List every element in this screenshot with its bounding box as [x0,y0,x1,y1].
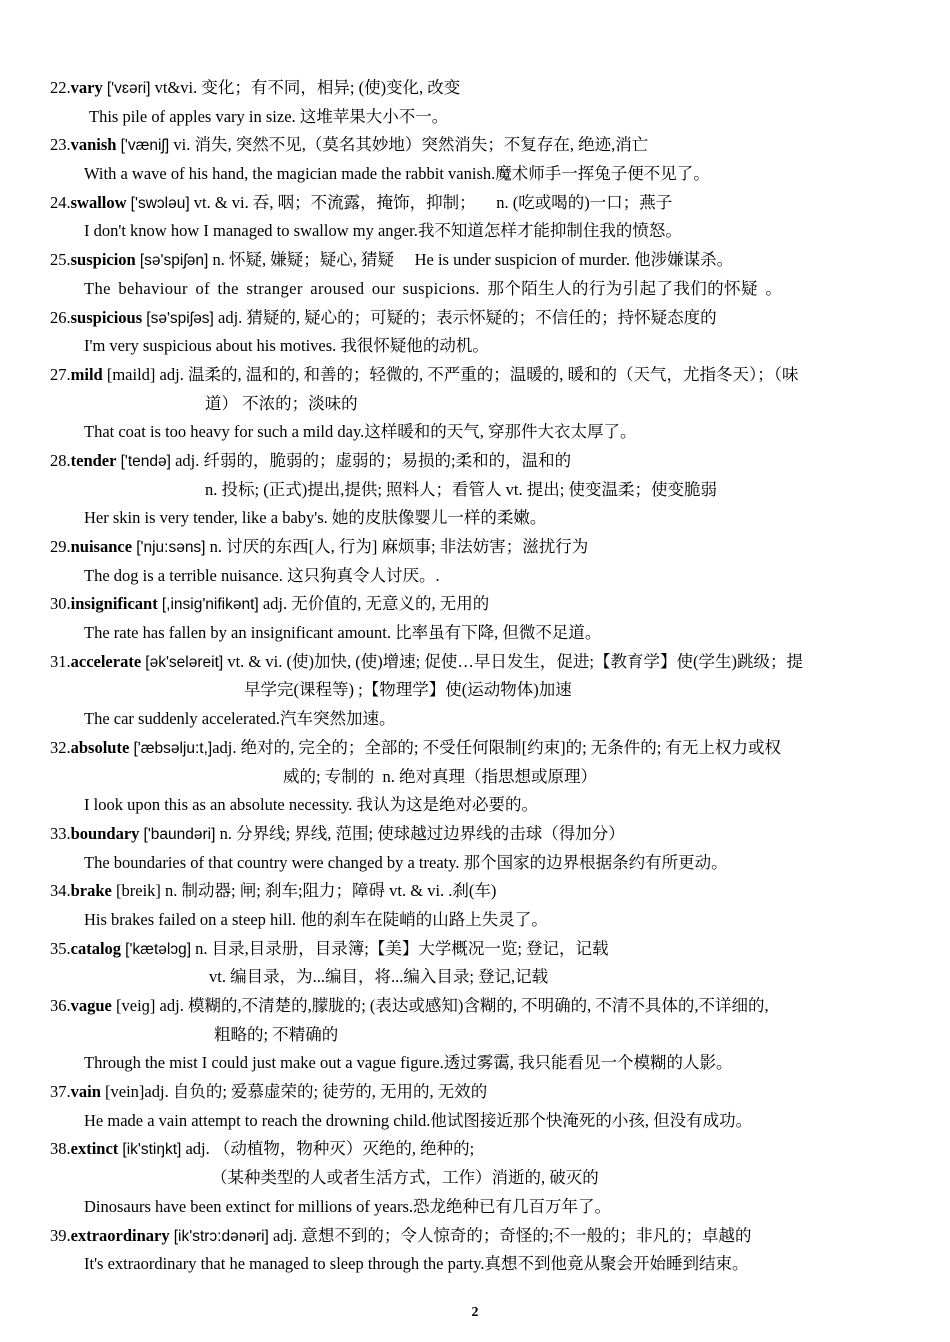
entry-definition: n. 分界线; 界线, 范围; 使球越过边界线的击球（得加分） [215,823,625,843]
entry-headline [0,992,950,1021]
entry-phonetic: ['tendə] [120,452,171,470]
entry-definition: adj. 模糊的,不清楚的,朦胧的; (表达或感知)含糊的, 不明确的, 不清不具体的,不详细的, [155,996,769,1015]
entry-headline [0,1222,950,1251]
entry-number: 33. [50,823,71,843]
entry-example: He made a vain attempt to reach the drowning child.他试图接近那个快淹死的小孩, 但没有成功。 [84,1110,753,1130]
entry-number: 25. [50,250,71,270]
entry-word: suspicion [70,250,136,270]
entry-number: 34. [50,881,71,901]
entry-example: Through the mist I could just make out a vague figure.透过雾霭, 我只能看见一个模糊的人影。 [84,1053,733,1073]
entry-phonetic: ['kætəlɔg] [125,940,192,958]
entry-definition: n. 怀疑, 嫌疑；疑心, 猜疑 He is under suspicion of murder. 他涉嫌谋杀。 [208,250,734,270]
entry-phonetic: [ik'strɔ:dənəri] [173,1227,269,1245]
entry-number: 39. [50,1225,71,1245]
page-number: 2 [471,1305,479,1320]
entry-word: boundary [70,823,140,843]
entry-example: The behaviour of the stranger aroused our suspicions. 那个陌生人的行为引起了我们的怀疑 。 [84,278,783,298]
entry-headline [0,820,950,849]
entry-headline [0,304,950,333]
entry-definition: adj. 猜疑的, 疑心的；可疑的；表示怀疑的；不信任的；持怀疑态度的 [213,307,717,327]
entry-word: insignificant [70,594,158,614]
entry-number: 27. [50,364,71,384]
entry-definition-continued: 粗略的; 不精确的 [214,1024,339,1044]
entry-definition: adj. 纤弱的，脆弱的；虚弱的；易损的;柔和的，温和的 [170,450,572,470]
entry-example: The dog is a terrible nuisance. 这只狗真令人讨厌。. [84,565,440,585]
entry-definition: adj. 无价值的, 无意义的, 无用的 [258,594,490,614]
entry-example: That coat is too heavy for such a mild day.这样暖和的天气, 穿那件大衣太厚了。 [84,422,637,442]
entry-number: 36. [50,996,71,1015]
entry-headline [0,734,950,763]
entry-definition: n. 讨厌的东西[人, 行为] 麻烦事; 非法妨害；滋扰行为 [205,537,589,556]
entry-headline [0,74,950,103]
entry-headline [0,246,950,275]
entry-number: 37. [50,1082,71,1102]
entry-number: 29. [50,537,71,556]
entry-example: It's extraordinary that he managed to sleep through the party.真想不到他竟从聚会开始睡到结束。 [84,1254,749,1274]
entry-word: vain [70,1082,101,1102]
entry-number: 35. [50,938,71,958]
entry-number: 30. [50,594,71,614]
entry-number: 24. [50,192,71,212]
entry-phonetic: [ək'seləreit] [145,653,224,671]
entry-headline [0,189,950,218]
entry-number: 26. [50,307,71,327]
entry-definition: adj. 温柔的, 温和的, 和善的；轻微的, 不严重的；温暖的, 暖和的（天气，尤指冬天）；（味 [155,364,799,384]
entry-headline [0,590,950,619]
entry-number: 22. [50,78,71,97]
entry-definition-continued: 道） 不浓的；淡味的 [205,393,358,413]
entry-definition: vt&vi. 变化；有不同，相异; (使)变化, 改变 [150,78,461,97]
entry-number: 38. [50,1139,71,1159]
entry-word: extraordinary [70,1225,170,1245]
entry-definition-continued: 早学完(课程等) ;【物理学】使(运动物体)加速 [244,680,572,700]
entry-definition: vt. & vi. 吞, 咽；不流露，掩饰，抑制； n. (吃或喝的)一口；燕子 [189,192,673,212]
entry-headline [0,1078,950,1107]
entry-headline [0,533,950,562]
entry-phonetic: ['vɛəri] [106,80,151,97]
entry-headline [0,935,950,964]
entry-example: I look upon this as an absolute necessity. 我认为这是绝对必要的。 [84,795,539,815]
entry-number: 32. [50,737,71,757]
entry-word: vary [70,78,103,97]
entry-definition-continued: n. 投标; (正式)提出,提供; 照料人；看管人 vt. 提出; 使变温柔；使变脆弱 [205,479,717,499]
entry-example: The car suddenly accelerated.汽车突然加速。 [84,709,396,729]
entry-definition: n. 制动器; 闸; 刹车;阻力；障碍 vt. & vi. .刹(车) [160,881,497,901]
entry-phonetic: [,insig'nifikənt] [161,596,259,614]
entry-phonetic: [sə'spiʃən] [139,252,209,270]
entry-example: I don't know how I managed to swallow my anger.我不知道怎样才能抑制住我的愤怒。 [84,221,682,241]
entry-definition: n. 目录,目录册，目录簿;【美】大学概况一览; 登记，记载 [191,938,609,958]
entry-word: vague [70,996,112,1015]
entry-example: This pile of apples vary in size. 这堆苹果大小不一。 [89,106,449,126]
entry-definition: adj. 自负的; 爱慕虚荣的; 徒劳的, 无用的, 无效的 [144,1082,488,1102]
entry-phonetic: ['æbsəlju:t,] [133,739,213,757]
entry-headline [0,131,950,160]
entry-word: tender [70,450,117,470]
entry-phonetic: [sə'spiʃəs] [146,309,214,327]
entry-definition-continued: 威的; 专制的 n. 绝对真理（指思想或原理） [283,766,597,786]
vocabulary-list [0,74,950,1279]
entry-definition-continued: （某种类型的人或者生活方式，工作）消逝的, 破灭的 [211,1168,599,1188]
entry-phonetic: ['swɔləu] [130,194,190,212]
entry-word: brake [70,881,112,901]
entry-word: catalog [70,938,122,958]
entry-definition: adj. （动植物，物种灭）灭绝的, 绝种的; [181,1139,475,1159]
entry-headline [0,447,950,476]
entry-phonetic: ['baundəri] [143,825,216,843]
entry-example: Her skin is very tender, like a baby's. 她的皮肤像婴儿一样的柔嫩。 [84,508,547,528]
entry-definition: adj. 绝对的, 完全的；全部的; 不受任何限制[约束]的; 无条件的; 有无上权力或权 [212,737,781,757]
entry-example: With a wave of his hand, the magician made the rabbit vanish.魔术师手一挥兔子便不见了。 [84,164,710,184]
entry-example: I'm very suspicious about his motives. 我很怀疑他的动机。 [84,336,489,356]
entry-headline [0,361,950,390]
entry-phonetic: ['væniʃ] [120,137,170,155]
entry-definition-continued: vt. 编目录，为...编目，将...编入目录; 登记,记载 [209,967,549,987]
entry-word: swallow [70,192,127,212]
entry-word: extinct [70,1139,119,1159]
entry-headline [0,877,950,906]
entry-phonetic: [breik] [116,881,161,901]
entry-number: 28. [50,450,71,470]
entry-number: 31. [50,651,71,671]
entry-definition: vi. 消失, 突然不见,（莫名其妙地）突然消失；不复存在, 绝迹,消亡 [169,135,649,155]
entry-phonetic: [vein] [105,1082,145,1102]
entry-phonetic: ['nju:səns] [136,539,206,556]
entry-word: suspicious [70,307,143,327]
entry-headline [0,1135,950,1164]
entry-word: vanish [70,135,117,155]
entry-example: Dinosaurs have been extinct for millions of years.恐龙绝种已有几百万年了。 [84,1196,611,1216]
entry-definition: vt. & vi. (使)加快, (使)增速; 促使…早日发生，促进;【教育学】使(学生)跳级；提 [223,651,803,671]
entry-word: absolute [70,737,130,757]
entry-word: mild [70,364,103,384]
entry-phonetic: [maild] [106,364,156,384]
entry-phonetic: [ik'stiŋkt] [122,1141,182,1159]
entry-word: nuisance [70,537,133,556]
entry-word: accelerate [70,651,142,671]
entry-headline [0,648,950,677]
entry-definition: adj. 意想不到的；令人惊奇的；奇怪的;不一般的；非凡的；卓越的 [268,1225,752,1245]
entry-example: His brakes failed on a steep hill. 他的刹车在陡峭的山路上失灵了。 [84,909,548,929]
entry-example: The boundaries of that country were changed by a treaty. 那个国家的边界根据条约有所更动。 [84,852,728,872]
entry-number: 23. [50,135,71,155]
entry-example: The rate has fallen by an insignificant amount. 比率虽有下降, 但微不足道。 [84,623,602,643]
entry-phonetic: [veiɡ] [116,996,156,1015]
